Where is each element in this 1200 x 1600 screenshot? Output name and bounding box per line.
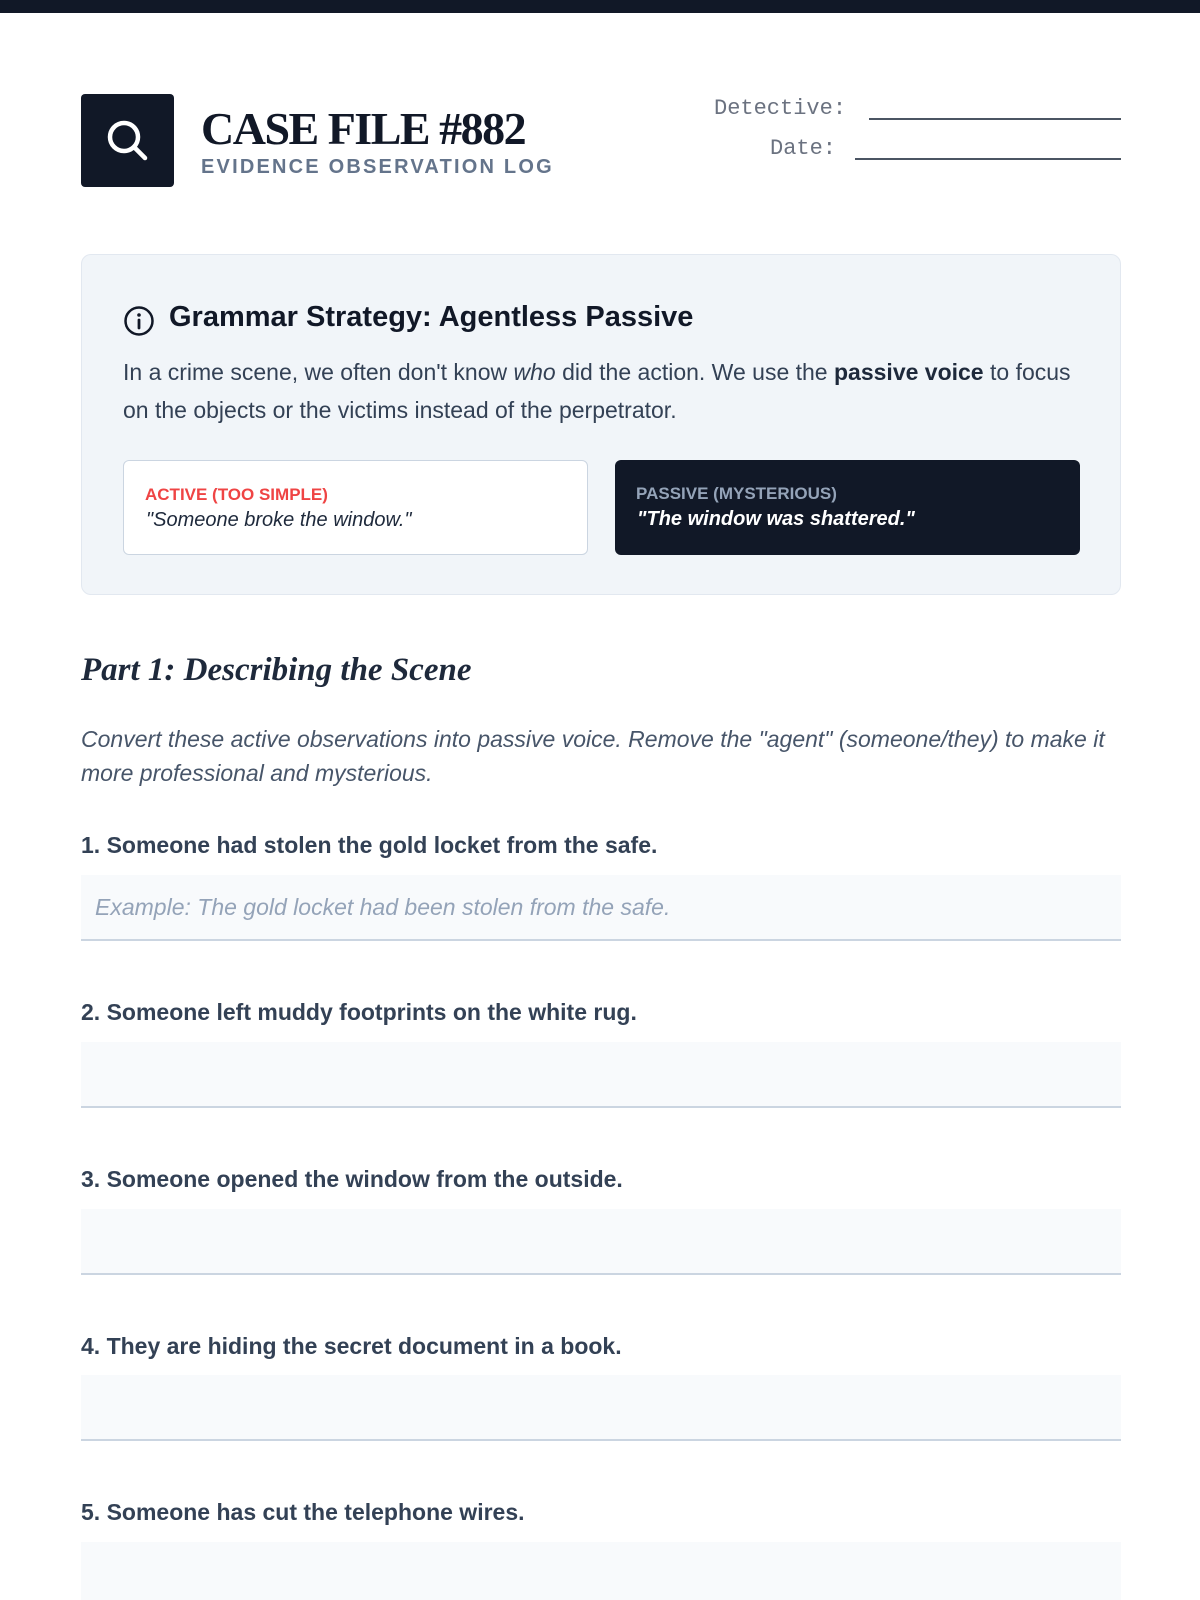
question-2-label: 2. Someone left muddy footprints on the white rug.	[81, 999, 637, 1025]
question-3-label: 3. Someone opened the window from the outside.	[81, 1166, 623, 1192]
passive-example-label: PASSIVE (MYSTERIOUS)	[636, 484, 837, 503]
magnifier-icon	[103, 116, 153, 166]
strategy-description: In a crime scene, we often don't know who did the action. We use the passive voice to focus on the objects or the victims instead of the perpetrator.	[123, 359, 1071, 423]
info-icon	[123, 305, 155, 337]
top-bar	[0, 0, 1200, 13]
date-label: Date:	[770, 136, 837, 161]
page-title: CASE FILE #882	[201, 103, 526, 154]
answer-5-input[interactable]	[81, 1542, 1121, 1600]
answer-3-input[interactable]	[81, 1209, 1121, 1275]
grammar-strategy-panel	[81, 254, 1121, 595]
passive-example-sentence: "The window was shattered."	[637, 508, 915, 530]
answer-2-input[interactable]	[81, 1042, 1121, 1108]
passive-example-card	[615, 460, 1080, 555]
strategy-title: Grammar Strategy: Agentless Passive	[169, 301, 694, 333]
detective-label: Detective:	[714, 96, 847, 121]
worksheet-header	[81, 94, 1121, 188]
detective-line[interactable]	[869, 118, 1121, 120]
part-1-title: Part 1: Describing the Scene	[81, 652, 472, 688]
question-1-label: 1. Someone had stolen the gold locket from the safe.	[81, 832, 658, 858]
page-subtitle: EVIDENCE OBSERVATION LOG	[201, 156, 554, 178]
answer-4-input[interactable]	[81, 1375, 1121, 1441]
active-example-sentence: "Someone broke the window."	[146, 509, 412, 531]
question-5-label: 5. Someone has cut the telephone wires.	[81, 1499, 525, 1525]
logo	[81, 94, 174, 187]
active-example-card	[123, 460, 588, 555]
date-line[interactable]	[855, 158, 1121, 160]
part-1-instructions: Convert these active observations into passive voice. Remove the "agent" (someone/they) to make it more professional and mysterious.	[81, 726, 1105, 786]
answer-1-input[interactable]	[81, 875, 1121, 941]
question-4-label: 4. They are hiding the secret document in a book.	[81, 1333, 622, 1359]
active-example-label: ACTIVE (TOO SIMPLE)	[145, 485, 328, 504]
